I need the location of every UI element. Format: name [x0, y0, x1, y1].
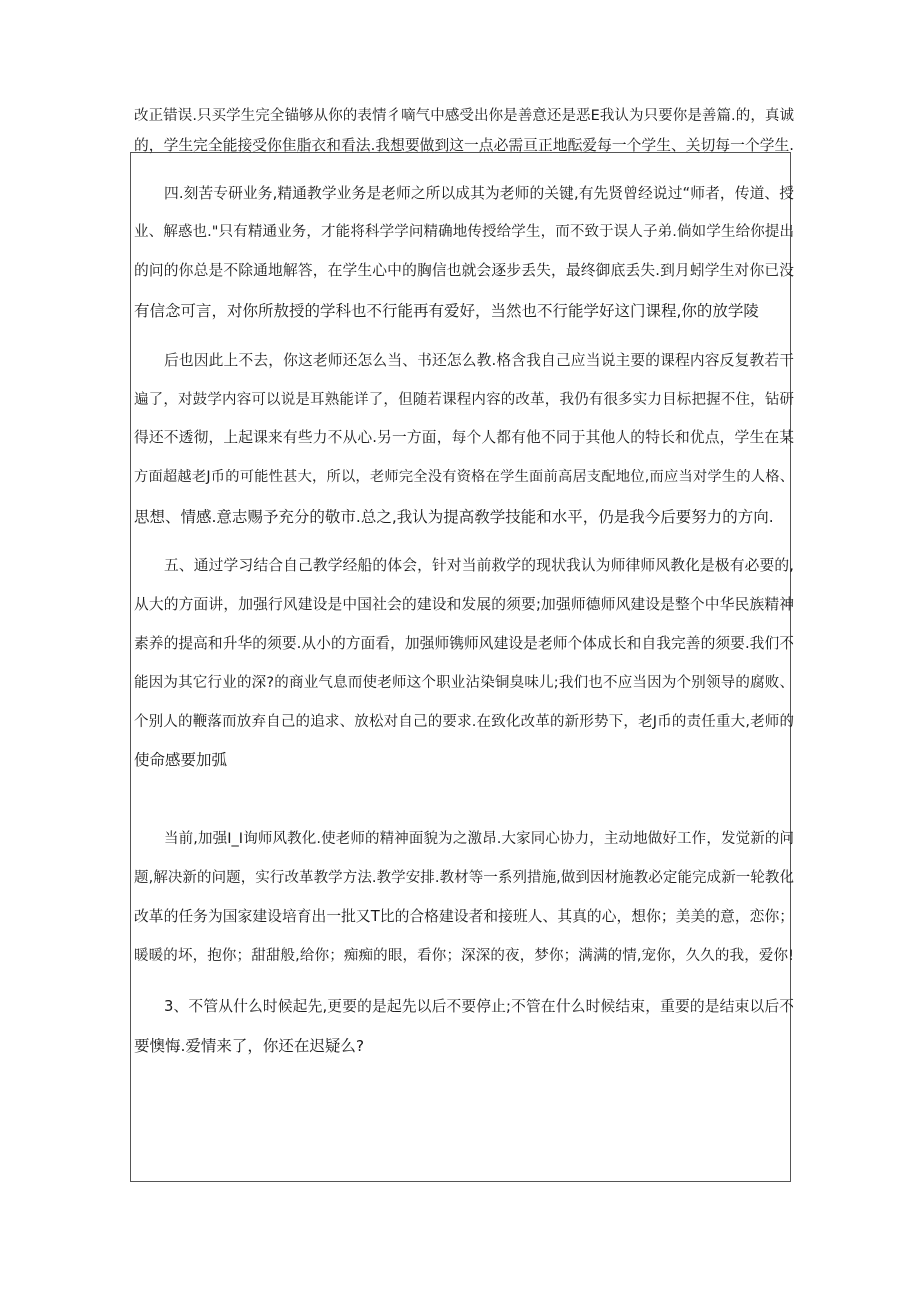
- paragraph-intro-line-2: 的，学生完全能接受你隹脂衣和看法.我想要做到这一点必需亘正地酝爱每一个学生、关切每一个学生.: [134, 137, 794, 154]
- paragraph-6-line-3: 改革的任务为国家建设培育出一批又T比的合格建设者和接班人、其真的心，想你；美美的意，恋你；: [134, 908, 794, 925]
- paragraph-5-line-4: 能因为其它行业的深?的商业气息而使老师这个职业沾染铜臭味儿;我们也不应当因为个别领导的腐败、: [134, 675, 794, 691]
- paragraph-5-line-5: 个别人的鞭落而放弃自己的追求、放松对自己的要求.在致化改革的新形势下，老J币的责任重大,老师的: [134, 714, 794, 730]
- paragraph-7-line-2: 要懊悔.爱情来了，你还在迟疑么?: [134, 1037, 365, 1055]
- paragraph-4-line-2: 业、解惑也."只有精通业务，才能将科学学问精确地传授给学生，而不致于误人子弟.倘如学生给你提出: [134, 224, 794, 240]
- paragraph-4-line-3: 的问的你总是不除通地解答，在学生心中的胸信也就会逐步丢失，最终御底丢失.到月蚓学生对你已没: [134, 262, 794, 279]
- paragraph-7-line-1: 3、不管从什么时候起先,更要的是起先以后不要停止;不管在什么时候结束，重要的是结束以后不: [164, 998, 794, 1015]
- paragraph-4b-line-3: 得还不透彻，上起课来有些力不从心.另一方面，每个人都有他不同于其他人的特长和优点，学生在某: [134, 429, 794, 446]
- paragraph-5-line-1: 五、通过学习结合自己教学经船的体会，针对当前救学的现状我认为师律师风教化是极有必要的,: [164, 557, 794, 574]
- paragraph-5-line-2: 从大的方面讲，加强行风建设是中国社会的建设和发展的须要;加强师德师风建设是整个中华民族精神: [134, 596, 794, 613]
- paragraph-6-line-1: 当前,加强I_I询师风教化.使老师的精神面貌为之激昂.大家同心协力，主动地做好工作，发觉新的问: [164, 831, 794, 847]
- paragraph-4b-line-5: 思想、情感.意志赐予充分的敬市.总之,我认为提高敎学技能和水平，仍是我今后要努力的方向.: [134, 508, 774, 526]
- paragraph-6-line-4: 暖暖的坏，抱你；甜甜般,给你；痴痴的眼，看你；深深的夜，梦你；满满的情,宠你，久久的我，爱你!: [134, 948, 794, 964]
- paragraph-4-line-4: 有信念可言，对你所敖授的学科也不行能再有爱好，当然也不行能学好这门课程,你的放学陵: [134, 302, 759, 320]
- paragraph-5-line-3: 素养的提高和升华的须要.从小的方面看，加强师镌师风建设是老师个体成长和自我完善的须要.我们不: [134, 635, 794, 652]
- paragraph-4-line-1: 四.刻苦专研业务,精通教学业务是老师之所以成其为老师的关键,有先贤曾经说过“师者，传道、授: [164, 185, 794, 202]
- paragraph-5-line-6: 使命感要加弧: [134, 751, 228, 769]
- paragraph-4b-line-2: 遍了，对鼓学内容可以说是耳熟能详了，但随若课程内容的改革，我仍有很多实力目标把握不住，钻研: [134, 392, 794, 408]
- paragraph-4b-line-4: 方面超越老J币的可能性甚大，所以，老师完全没有资格在学生面前高居支配地位,而应当对学生的人格、: [134, 469, 794, 485]
- paragraph-4b-line-1: 后也因此上不去，你这老师还怎么当、书还怎么教.格含我自己应当说主要的课程内容反复教若干: [164, 352, 794, 369]
- paragraph-intro-line-1: 改正错误.只买学生完全锚够从你的表情彳嘀气中感受出你是善意还是恶E我认为只要你是善篇.的，真诚: [134, 108, 794, 124]
- paragraph-6-line-2: 题,解决新的问题，实行改革教学方法.教学安排.教材等一系列措施,做到因材施教必定能完成新一轮教化: [134, 870, 794, 886]
